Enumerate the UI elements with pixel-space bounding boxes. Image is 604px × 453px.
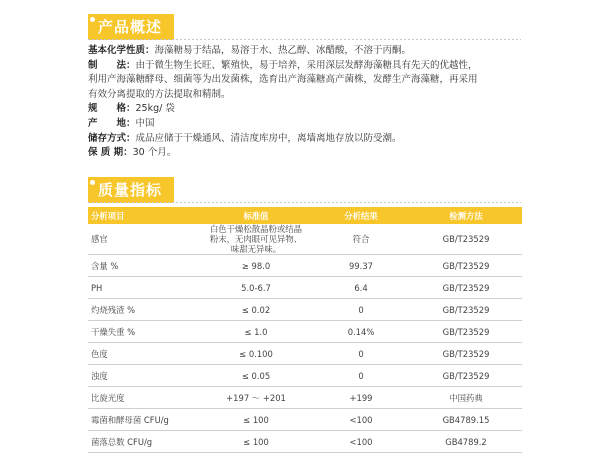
cell-method: GB4789.2: [410, 431, 522, 453]
heading-dot-icon: [90, 180, 95, 185]
cell-method: GB/T23529: [410, 255, 522, 277]
quality-spec-table: [88, 207, 522, 453]
cell-method: GB/T23529: [410, 321, 522, 343]
line-text: 有效分离提取的方法提取和精制。: [88, 88, 231, 100]
quality-heading-text: 质量指标: [98, 181, 163, 199]
table-row: [88, 409, 522, 431]
cell-standard: 5.0-6.7: [200, 277, 312, 299]
overview-line: [88, 146, 524, 161]
cell-method: GB/T23529: [410, 343, 522, 365]
overview-line: [88, 44, 524, 59]
overview-heading-text: 产品概述: [98, 18, 163, 36]
line-label: 储存方式：: [88, 132, 136, 144]
heading-dot-icon: [90, 17, 95, 22]
cell-item: 灼烧残渣 %: [88, 299, 200, 321]
cell-method: GB/T23529: [410, 299, 522, 321]
cell-item: 霉菌和酵母菌 CFU/g: [88, 409, 200, 431]
overview-line: [88, 117, 524, 132]
cell-standard: ≥ 98.0: [200, 255, 312, 277]
cell-method: GB/T23529: [410, 365, 522, 387]
cell-method: 中国药典: [410, 387, 522, 409]
line-text: 30 个月。: [132, 147, 177, 159]
cell-standard: ≤ 100: [200, 431, 312, 453]
column-header: 检测方法: [410, 207, 522, 224]
dotted-divider: [88, 202, 521, 203]
cell-item: 含量 %: [88, 255, 200, 277]
cell-result: <100: [312, 409, 410, 431]
overview-line: [88, 88, 524, 103]
cell-item: 浊度: [88, 365, 200, 387]
line-text: 利用产海藻糖酵母、细菌等为出发菌株，选育出产海藻糖高产菌株，发酵生产海藻糖，再采用: [88, 74, 478, 86]
cell-method: GB4789.15: [410, 409, 522, 431]
cell-standard: +197 ～ +201: [200, 387, 312, 409]
line-text: 海藻糖易于结晶，易溶于水、热乙醇、冰醋酸，不溶于丙酮。: [154, 45, 412, 56]
table-row: [88, 255, 522, 277]
table-row: [88, 431, 522, 453]
table-row: [88, 224, 522, 255]
line-label: 制 法：: [88, 59, 136, 71]
cell-standard: ≤ 0.05: [200, 365, 312, 387]
cell-standard: [200, 224, 312, 255]
line-label: 产 地：: [88, 117, 136, 129]
table-row: [88, 299, 522, 321]
cell-standard: ≤ 100: [200, 409, 312, 431]
column-header: 标准值: [200, 207, 312, 224]
overview-line: [88, 73, 524, 88]
quality-section-header: [88, 177, 521, 203]
cell-result: 0: [312, 299, 410, 321]
dotted-divider: [88, 39, 521, 40]
cell-item: 比旋光度: [88, 387, 200, 409]
cell-standard: ≤ 1.0: [200, 321, 312, 343]
cell-result: +199: [312, 387, 410, 409]
cell-standard: ≤ 0.100: [200, 343, 312, 365]
line-text: 由于微生物生长旺、繁殖快，易于培养，采用深层发酵海藻糖具有先天的优越性，: [135, 59, 478, 71]
cell-item: 干燥失重 %: [88, 321, 200, 343]
line-text: 成品应储于干燥通风、清洁度库房中，离墙离地存放以防受潮。: [135, 132, 402, 144]
line-label: 保 质 期：: [88, 147, 133, 159]
column-header: 分析项目: [88, 207, 200, 224]
cell-item: 菌落总数 CFU/g: [88, 431, 200, 453]
line-label: 规 格：: [88, 103, 136, 115]
cell-standard-text: 白色干燥松散晶粉或结晶粉末，无肉眼可见异物、味甜无异味。: [209, 224, 303, 254]
overview-line: [88, 132, 524, 147]
column-header: 分析结果: [312, 207, 410, 224]
overview-heading: [88, 14, 174, 40]
cell-result: <100: [312, 431, 410, 453]
table-row: [88, 277, 522, 299]
table-row: [88, 343, 522, 365]
overview-body: [88, 44, 524, 161]
cell-method: GB/T23529: [410, 277, 522, 299]
overview-line: [88, 59, 524, 74]
table-row: [88, 321, 522, 343]
line-text: 25kg/ 袋: [135, 103, 175, 115]
line-text: 中国: [135, 117, 155, 129]
cell-item: 色度: [88, 343, 200, 365]
cell-result: 0: [312, 365, 410, 387]
cell-standard: ≤ 0.02: [200, 299, 312, 321]
table-row: [88, 387, 522, 409]
overview-line: [88, 102, 524, 117]
cell-result: 0.14%: [312, 321, 410, 343]
quality-heading: [88, 177, 174, 203]
cell-result: 99.37: [312, 255, 410, 277]
cell-result: 6.4: [312, 277, 410, 299]
table-row: [88, 365, 522, 387]
overview-section-header: [88, 14, 521, 40]
cell-result: 符合: [312, 224, 410, 255]
cell-method: GB/T23529: [410, 224, 522, 255]
cell-item: PH: [88, 277, 200, 299]
cell-result: 0: [312, 343, 410, 365]
table-header-row: [88, 207, 522, 224]
cell-item: 感官: [88, 224, 200, 255]
line-label: 基本化学性质：: [88, 45, 155, 56]
